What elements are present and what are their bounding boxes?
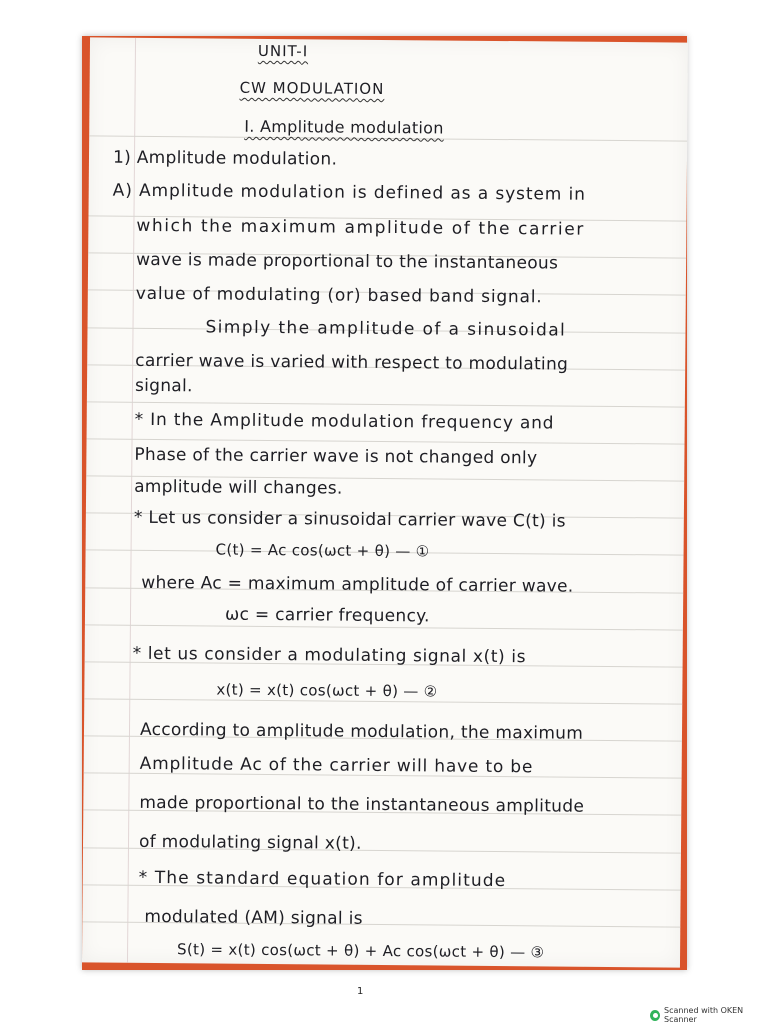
equation-1: C(t) = Ac cos(ωct + θ) — ① — [215, 540, 430, 561]
note-line: * The standard equation for amplitude — [138, 867, 507, 892]
note-line: According to amplitude modulation, the maximum — [139, 719, 584, 744]
note-line: 1) Amplitude modulation. — [112, 147, 338, 170]
notebook-page — [82, 37, 688, 967]
note-line: made proportional to the instantaneous amplitude — [139, 792, 585, 817]
note-line: ωc = carrier frequency. — [224, 604, 430, 627]
note-line: value of modulating (or) based band signal. — [135, 283, 543, 308]
scanner-watermark — [650, 1006, 768, 1024]
watermark-text: Scanned with OKEN Scanner — [664, 1006, 744, 1024]
note-line: amplitude will changes. — [134, 476, 343, 499]
note-line: signal. — [134, 375, 193, 397]
equation-2: x(t) = x(t) cos(ωct + θ) — ② — [216, 680, 438, 701]
note-line: Phase of the carrier wave is not changed only — [134, 444, 538, 469]
page-number: 1 — [357, 986, 364, 997]
oken-scanner-logo-icon — [650, 1010, 660, 1021]
note-line: Simply the amplitude of a sinusoidal — [205, 317, 567, 341]
note-line: where Ac = maximum amplitude of carrier wave. — [141, 572, 574, 597]
note-line: which the maximum amplitude of the carrier — [136, 215, 585, 240]
chapter-heading: CW MODULATION — [239, 78, 385, 98]
note-line: modulated (AM) signal is — [144, 906, 363, 929]
margin-line — [127, 38, 136, 963]
note-line: Amplitude Ac of the carrier will have to be — [139, 753, 534, 778]
note-line: * Let us consider a sinusoidal carrier wave C(t) is — [133, 507, 566, 532]
note-line: carrier wave is varied with respect to modulating — [135, 350, 569, 375]
note-line: of modulating signal x(t). — [138, 831, 362, 854]
unit-heading: UNIT-I — [257, 41, 309, 61]
note-line: * let us consider a modulating signal x(t) is — [132, 643, 527, 668]
note-line: wave is made proportional to the instantaneous — [136, 249, 559, 274]
equation-3: S(t) = x(t) cos(ωct + θ) + Ac cos(ωct + θ) — ③ — [177, 940, 545, 962]
section-heading: I. Amplitude modulation — [244, 116, 444, 138]
note-line: A) Amplitude modulation is defined as a system in — [112, 180, 586, 205]
note-line: * In the Amplitude modulation frequency and — [134, 409, 555, 434]
